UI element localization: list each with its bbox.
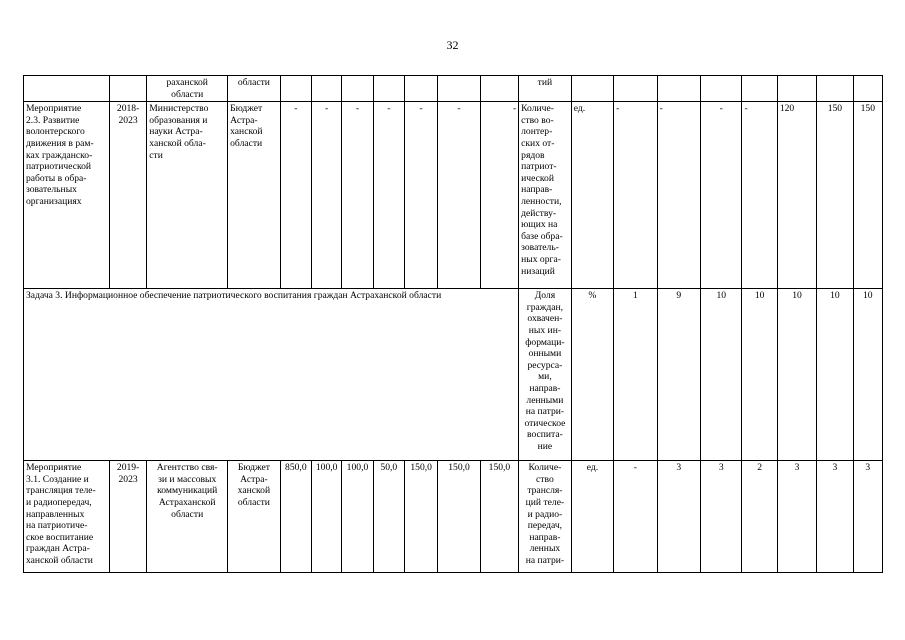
table-cell [817, 76, 853, 102]
table-cell: области [228, 76, 281, 102]
funding-value-cell: - [280, 102, 311, 289]
indicator-value-cell: 10 [777, 289, 816, 461]
indicator-value-cell: 150 [817, 102, 853, 289]
unit-cell: ед. [571, 102, 613, 289]
table-row [24, 289, 883, 461]
table-cell [438, 76, 480, 102]
funding-value-cell: - [373, 102, 404, 289]
table-cell [109, 76, 146, 102]
table-cell: тий [519, 76, 572, 102]
table-cell [480, 76, 518, 102]
table-row [24, 102, 883, 289]
indicator-value-cell: 150 [853, 102, 882, 289]
funding-value-cell: - [480, 102, 518, 289]
measure-name-cell: Мероприятие 2.3. Развитие волонтерского движения в рам- ках гражданско- патриотической работы в обра- зовательных организациях [24, 102, 110, 289]
period-cell: 2019- 2023 [109, 461, 146, 573]
table-cell [404, 76, 437, 102]
table-cell [280, 76, 311, 102]
funding-value-cell: - [312, 102, 342, 289]
indicator-value-cell: 10 [701, 289, 742, 461]
indicator-value-cell: 2 [742, 461, 777, 573]
indicator-value-cell: 3 [657, 461, 700, 573]
executor-cell: Агентство свя- зи и массовых коммуникаций Астраханской области [147, 461, 228, 573]
indicator-value-cell: - [657, 102, 700, 289]
funding-value-cell: 850,0 [280, 461, 311, 573]
indicator-value-cell: - [701, 102, 742, 289]
funding-value-cell: 150,0 [480, 461, 518, 573]
indicator-value-cell: - [742, 102, 777, 289]
indicator-value-cell: - [614, 102, 657, 289]
table-cell [373, 76, 404, 102]
unit-cell: ед. [571, 461, 613, 573]
indicator-value-cell: 3 [701, 461, 742, 573]
table-row [24, 76, 883, 102]
indicator-cell: Доля граждан, охвачен- ных ин- формаци- онными ресурса- ми, направ- ленными на патри- отическое воспита- ние [519, 289, 572, 461]
period-cell: 2018- 2023 [109, 102, 146, 289]
table-cell [24, 76, 110, 102]
table-cell: раханской области [147, 76, 228, 102]
indicator-cell: Количе- ство во- лонтер- ских от- рядов патриот- ической направ- ленности, действу- ющих на базе обра- зователь- ных орга- низаций [519, 102, 572, 289]
table-cell [342, 76, 373, 102]
indicator-value-cell: 10 [817, 289, 853, 461]
funding-value-cell: - [342, 102, 373, 289]
unit-cell: % [571, 289, 613, 461]
indicator-value-cell: 3 [777, 461, 816, 573]
funding-value-cell: 50,0 [373, 461, 404, 573]
indicator-value-cell: 3 [853, 461, 882, 573]
indicator-value-cell: 9 [657, 289, 700, 461]
indicator-value-cell: 1 [614, 289, 657, 461]
funding-value-cell: 100,0 [312, 461, 342, 573]
funding-source-cell: Бюджет Астра- ханской области [228, 102, 281, 289]
indicator-value-cell: 10 [853, 289, 882, 461]
page-number: 32 [446, 38, 459, 52]
table-cell [614, 76, 657, 102]
measure-name-cell: Мероприятие 3.1. Создание и трансляция теле- и радиопередач, направленных на патриотиче- ское воспитание граждан Астра- ханской области [24, 461, 110, 573]
table-cell [853, 76, 882, 102]
funding-value-cell: 150,0 [438, 461, 480, 573]
table-row [24, 461, 883, 573]
indicator-value-cell: - [614, 461, 657, 573]
funding-value-cell: - [438, 102, 480, 289]
table-cell [701, 76, 742, 102]
table-cell [742, 76, 777, 102]
executor-cell: Министерство образования и науки Астра- ханской обла- сти [147, 102, 228, 289]
funding-source-cell: Бюджет Астра- ханской области [228, 461, 281, 573]
indicator-cell: Количе- ство трансля- ций теле- и радио- передач, направ- ленных на патри- [519, 461, 572, 573]
funding-value-cell: 100,0 [342, 461, 373, 573]
table-cell [312, 76, 342, 102]
indicator-value-cell: 3 [817, 461, 853, 573]
table-cell [657, 76, 700, 102]
table-cell [571, 76, 613, 102]
funding-value-cell: - [404, 102, 437, 289]
indicator-value-cell: 10 [742, 289, 777, 461]
table-cell [777, 76, 816, 102]
indicator-value-cell: 120 [777, 102, 816, 289]
funding-value-cell: 150,0 [404, 461, 437, 573]
program-table [23, 75, 883, 573]
task-label-cell: Задача 3. Информационное обеспечение патриотического воспитания граждан Астраханской области [24, 289, 519, 461]
